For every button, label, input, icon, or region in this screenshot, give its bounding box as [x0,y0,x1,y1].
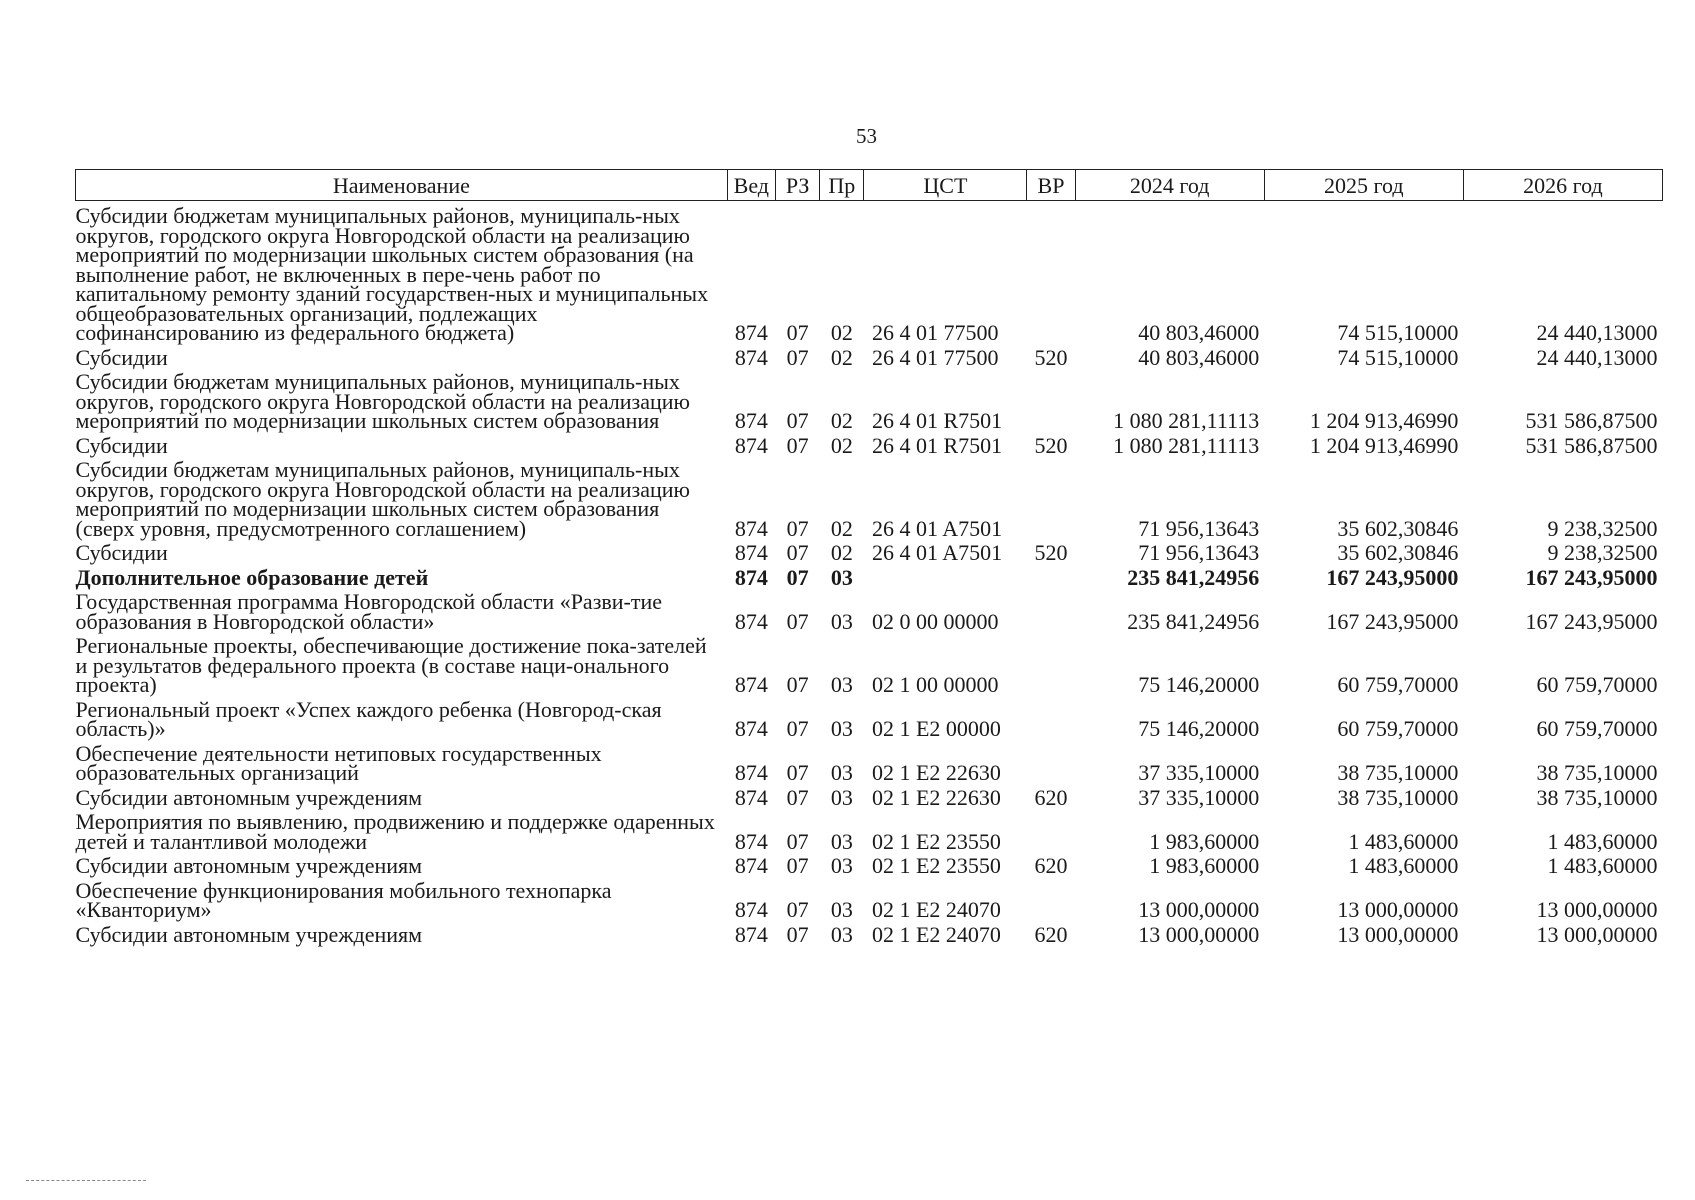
table-row [76,739,1663,783]
row-amount-2024: 13 000,00000 [1138,897,1260,922]
row-amount-2025: 1 204 913,46990 [1309,432,1459,458]
row-amount-2025: 60 759,70000 [1337,716,1459,741]
row-rz: 07 [786,672,809,697]
row-amount-2026: 60 759,70000 [1536,716,1658,741]
row-ved: 874 [734,760,768,785]
row-amount-2025: 38 735,10000 [1337,784,1459,810]
row-ved: 874 [734,828,768,854]
row-name: Региональные проекты, обеспечивающие достижение пока-зателей и результатов федерального проекта (в составе наци-онального проекта) [75,633,707,697]
header-name: Наименование [76,170,728,201]
row-cst: 26 4 01 77500 [871,320,999,345]
row-ved: 874 [734,408,768,433]
row-ved: 874 [734,515,768,541]
row-pr: 03 [830,921,853,947]
row-amount-2025: 1 483,60000 [1348,828,1459,854]
row-rz: 07 [786,760,809,785]
row-pr: 02 [830,320,853,345]
row-rz: 07 [786,344,809,370]
table-row [76,695,1663,739]
table-row [76,538,1663,563]
row-name: Субсидии [75,432,168,458]
row-pr: 02 [830,515,853,541]
row-vr: 620 [1034,784,1068,810]
row-cst: 02 1 E2 23550 [871,853,1001,878]
row-amount-2026: 1 483,60000 [1547,853,1658,878]
table-body [76,201,1663,945]
row-amount-2026: 9 238,32500 [1547,515,1658,541]
row-amount-2026: 1 483,60000 [1547,828,1658,854]
row-cst: 02 1 E2 24070 [871,921,1001,947]
row-pr: 03 [830,760,853,785]
row-pr: 03 [830,784,853,810]
row-pr: 02 [830,432,853,458]
table-row [76,851,1663,876]
row-amount-2024: 1 983,60000 [1149,828,1260,854]
row-pr: 03 [830,716,853,741]
row-amount-2026: 24 440,13000 [1536,320,1658,345]
row-cst [864,563,1027,588]
row-amount-2026: 13 000,00000 [1536,897,1658,922]
row-rz: 07 [786,432,809,458]
row-ved: 874 [734,608,768,634]
row-cst: 26 4 01 77500 [871,344,999,370]
header-2026: 2026 год [1463,170,1662,201]
row-name: Мероприятия по выявлению, продвижению и поддержке одаренных детей и талантливой молодежи [75,809,715,854]
row-amount-2024: 40 803,46000 [1138,344,1260,370]
header-2024: 2024 год [1075,170,1264,201]
row-vr [1027,739,1075,783]
row-ved: 874 [734,716,768,741]
row-pr: 03 [830,828,853,854]
row-rz: 07 [786,784,809,810]
row-amount-2024: 1 080 281,11113 [1113,408,1260,433]
table-row [76,367,1663,431]
row-ved: 874 [734,897,768,922]
row-ved: 874 [734,784,768,810]
row-ved: 874 [734,320,768,345]
row-amount-2024: 235 841,24956 [1127,564,1260,590]
row-amount-2024: 13 000,00000 [1138,921,1260,947]
row-name: Субсидии автономным учреждениям [75,784,423,810]
row-amount-2026: 60 759,70000 [1536,672,1658,697]
row-amount-2024: 37 335,10000 [1138,760,1260,785]
row-ved: 874 [734,672,768,697]
row-amount-2026: 167 243,95000 [1525,608,1658,634]
header-cst: ЦСТ [864,170,1027,201]
row-cst: 26 4 01 R7501 [871,408,1003,433]
row-amount-2025: 1 204 913,46990 [1309,408,1459,433]
row-name: Государственная программа Новгородской области «Разви-тие образования в Новгородской области» [75,589,663,634]
row-amount-2025: 74 515,10000 [1337,344,1459,370]
row-amount-2025: 35 602,30846 [1337,515,1459,541]
row-cst: 26 4 01 A7501 [871,515,1003,541]
row-amount-2024: 71 956,13643 [1138,540,1260,565]
row-ved: 874 [734,344,768,370]
budget-table [75,169,1663,947]
row-amount-2025: 38 735,10000 [1337,760,1459,785]
header-vr: ВР [1027,170,1075,201]
row-amount-2026: 167 243,95000 [1525,564,1658,590]
table-header [76,170,1663,201]
row-rz: 07 [786,540,809,565]
row-cst: 26 4 01 R7501 [871,432,1003,458]
row-cst: 02 0 00 00000 [871,608,999,634]
header-2025: 2025 год [1264,170,1463,201]
row-vr [1027,695,1075,739]
header-ved: Вед [727,170,775,201]
row-ved: 874 [734,564,768,590]
row-amount-2025: 74 515,10000 [1337,320,1459,345]
table-row [76,201,1663,343]
row-amount-2026: 531 586,87500 [1525,408,1658,433]
table-row [76,343,1663,368]
row-amount-2026: 531 586,87500 [1525,432,1658,458]
row-amount-2024: 75 146,20000 [1138,672,1260,697]
page-number: 53 [856,124,877,148]
row-name: Региональный проект «Успех каждого ребенка (Новгород-ская область)» [75,696,662,741]
row-amount-2026: 24 440,13000 [1536,344,1658,370]
row-rz: 07 [786,320,809,345]
row-cst: 02 1 00 00000 [871,672,999,697]
row-pr: 03 [830,672,853,697]
row-vr [1027,563,1075,588]
row-amount-2024: 37 335,10000 [1138,784,1260,810]
row-name: Обеспечение функционирования мобильного технопарка «Кванториум» [75,877,612,922]
header-row [76,170,1663,201]
row-amount-2025: 167 243,95000 [1326,564,1459,590]
row-amount-2024: 75 146,20000 [1138,716,1260,741]
row-amount-2024: 71 956,13643 [1138,515,1260,541]
header-pr: Пр [820,170,864,201]
row-pr: 02 [830,540,853,565]
row-vr [1027,587,1075,631]
row-ved: 874 [734,853,768,878]
row-rz: 07 [786,408,809,433]
row-ved: 874 [734,540,768,565]
row-pr: 03 [830,608,853,634]
row-amount-2024: 40 803,46000 [1138,320,1260,345]
row-name: Субсидии [75,540,168,565]
row-amount-2025: 60 759,70000 [1337,672,1459,697]
row-amount-2026: 13 000,00000 [1536,921,1658,947]
row-vr [1027,631,1075,695]
table-row [76,587,1663,631]
row-amount-2025: 13 000,00000 [1337,921,1459,947]
row-cst: 02 1 E2 22630 [871,760,1001,785]
table-row [76,563,1663,588]
row-amount-2025: 1 483,60000 [1348,853,1459,878]
row-cst: 02 1 E2 22630 [871,784,1001,810]
row-vr [1027,367,1075,431]
table-row [76,631,1663,695]
row-vr [1027,876,1075,920]
row-pr: 03 [830,897,853,922]
row-name: Субсидии автономным учреждениям [75,853,423,878]
row-pr: 02 [830,344,853,370]
row-name: Субсидии [75,344,168,370]
row-vr [1027,455,1075,538]
row-cst: 02 1 E2 24070 [871,897,1001,922]
row-rz: 07 [786,608,809,634]
row-rz: 07 [786,853,809,878]
row-cst: 02 1 E2 00000 [871,716,1001,741]
table-row [76,876,1663,920]
row-name: Дополнительное образование детей [75,564,429,590]
row-name: Обеспечение деятельности нетиповых государственных образовательных организаций [75,740,602,785]
table-row [76,920,1663,945]
row-ved: 874 [734,432,768,458]
row-rz: 07 [786,716,809,741]
row-vr: 520 [1034,432,1068,458]
row-name: Субсидии бюджетам муниципальных районов, муниципаль-ных округов, городского округа Новгородской области на реализацию мероприятий по модернизации школьных систем образования (на выполнение работ, не включенных в пере-чень работ по капитальному ремонту зданий государствен-ных и муниципальных общеобразовательных организаций, подлежащих софинансированию из федерального бюджета) [75,203,709,345]
row-amount-2024: 235 841,24956 [1127,608,1260,634]
row-rz: 07 [786,515,809,541]
row-name: Субсидии бюджетам муниципальных районов, муниципаль-ных округов, городского округа Новгородской области на реализацию мероприятий по модернизации школьных систем образования [75,369,690,433]
row-pr: 02 [830,408,853,433]
header-rz: РЗ [775,170,819,201]
row-vr: 520 [1034,344,1068,370]
row-amount-2025: 167 243,95000 [1326,608,1459,634]
row-amount-2026: 38 735,10000 [1536,784,1658,810]
row-amount-2026: 9 238,32500 [1547,540,1658,565]
row-vr: 620 [1034,921,1068,947]
row-vr [1027,201,1075,343]
row-amount-2025: 13 000,00000 [1337,897,1459,922]
row-vr [1027,807,1075,851]
row-vr: 520 [1034,540,1068,565]
row-rz: 07 [786,828,809,854]
row-rz: 07 [786,564,809,590]
footer-divider [26,1180,146,1181]
row-rz: 07 [786,897,809,922]
row-rz: 07 [786,921,809,947]
row-pr: 03 [830,853,853,878]
row-amount-2025: 35 602,30846 [1337,540,1459,565]
table-row [76,431,1663,456]
table-row [76,783,1663,808]
row-cst: 26 4 01 A7501 [871,540,1003,565]
row-name: Субсидии бюджетам муниципальных районов, муниципаль-ных округов, городского округа Новгородской области на реализацию мероприятий по модернизации школьных систем образования (сверх уровня, предусмотренного соглашением) [75,457,690,541]
table-row [76,455,1663,538]
row-amount-2024: 1 080 281,11113 [1113,432,1260,458]
row-amount-2024: 1 983,60000 [1149,853,1260,878]
row-pr: 03 [830,564,853,590]
row-name: Субсидии автономным учреждениям [75,921,423,947]
table-row [76,807,1663,851]
row-cst: 02 1 E2 23550 [871,828,1001,854]
row-amount-2026: 38 735,10000 [1536,760,1658,785]
row-vr: 620 [1034,853,1068,878]
row-ved: 874 [734,921,768,947]
